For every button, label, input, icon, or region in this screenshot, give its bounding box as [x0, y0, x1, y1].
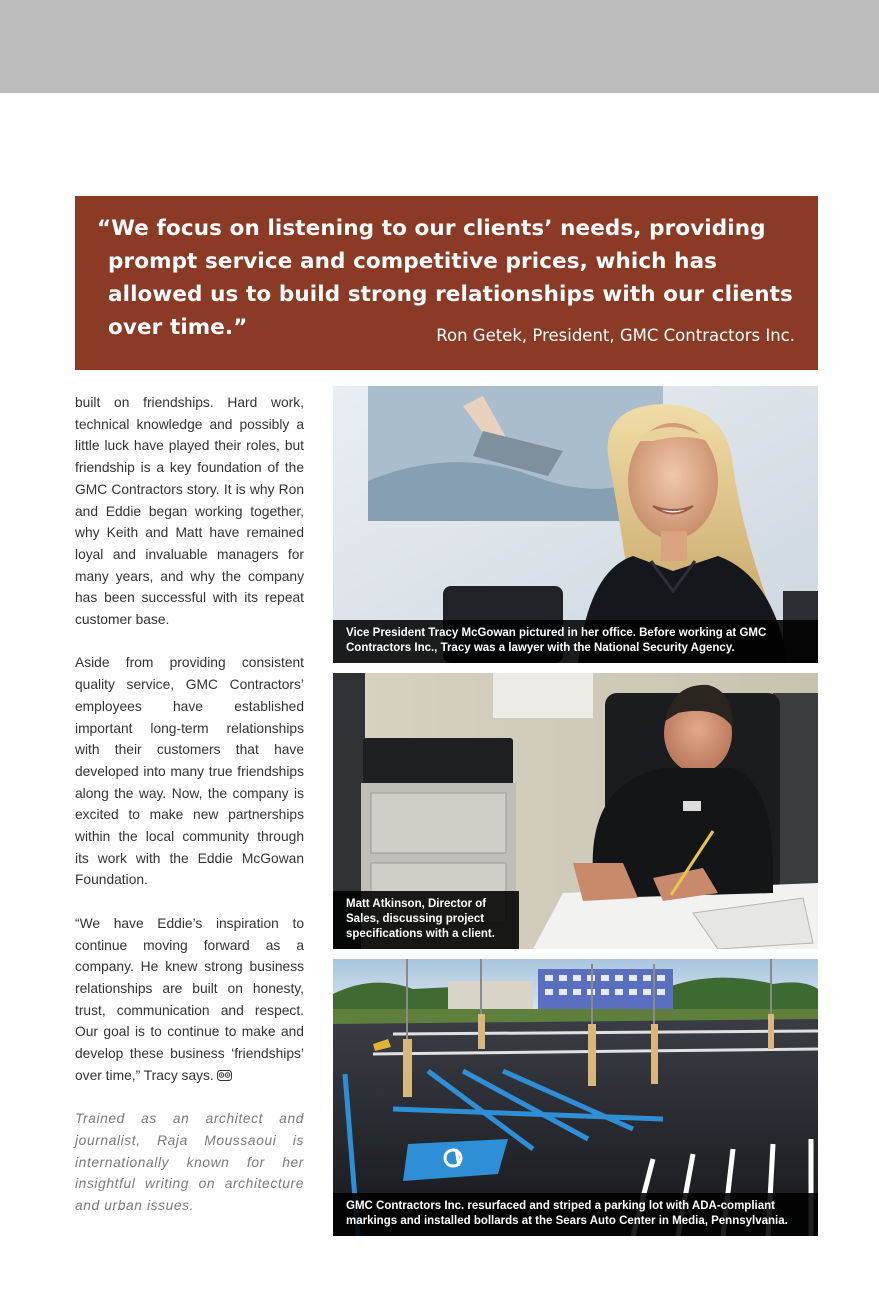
pull-quote [75, 196, 818, 370]
photo-parking-lot [333, 959, 818, 1236]
article-paragraph: Aside from providing consistent quality service, GMC Contractors’ employees have established important long-term relationships with their customers that have developed into many true friendships along the way. Now, the company is excited to make new partnerships within the local community through its work with the Eddie McGowan Foundation. [75, 655, 304, 888]
top-band [0, 0, 879, 93]
pull-quote-text: “We focus on listening to our clients’ needs, providing prompt service and competitive prices, which has allowed us to build strong relationships with our clients over time.” [97, 216, 793, 340]
owl-icon [217, 1070, 232, 1081]
author-bio: Trained as an architect and journalist, Raja Moussaoui is internationally known for her insightful writing on architecture and urban issues. [75, 1111, 304, 1213]
photo-tracy-mcgowan [333, 386, 818, 663]
photo-caption: Matt Atkinson, Director of Sales, discussing project specifications with a client. [333, 891, 519, 949]
article-paragraph [75, 913, 304, 1087]
article-paragraph-text: “We have Eddie’s inspiration to continue moving forward as a company. He knew strong business relationships are built on honesty, trust, communication and respect. Our goal is to continue to make and develop these business ‘friendships’ over time,” Tracy says. [75, 915, 304, 1083]
photo-caption: GMC Contractors Inc. resurfaced and striped a parking lot with ADA-compliant markings and installed bollards at the Sears Auto Center in Media, Pennsylvania. [333, 1193, 818, 1236]
photo-matt-atkinson [333, 673, 818, 949]
article-paragraph: built on friendships. Hard work, technical knowledge and possibly a little luck have played their roles, but friendship is a key foundation of the GMC Contractors story. It is why Ron and Eddie began working together, why Keith and Matt have remained loyal and invaluable managers for many years, and why the company has been successful with its repeat customer base. [75, 395, 304, 628]
pull-quote-attribution: Ron Getek, President, GMC Contractors Inc. [436, 326, 795, 345]
photo-caption: Vice President Tracy McGowan pictured in her office. Before working at GMC Contractors Inc., Tracy was a lawyer with the National Security Agency. [333, 620, 818, 663]
article-column [75, 392, 304, 1238]
